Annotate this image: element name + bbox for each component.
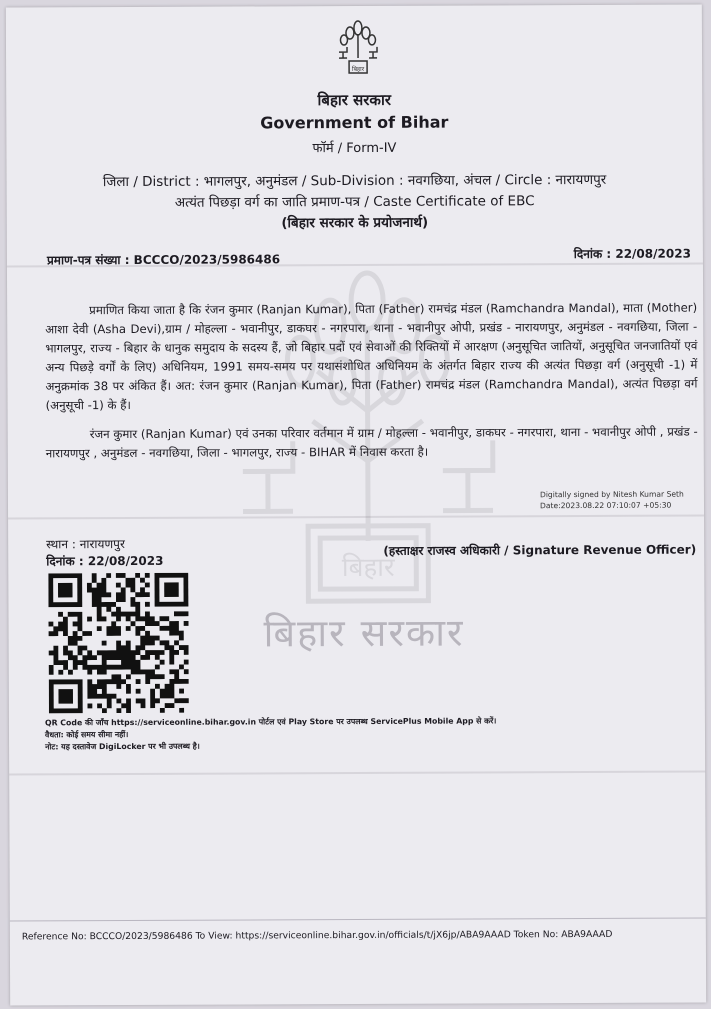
place: स्थान : नारायणपुर: [46, 537, 125, 552]
certificate-date: दिनांक : 22/08/2023: [573, 246, 691, 262]
title-hindi: बिहार सरकार: [317, 90, 392, 110]
qr-code[interactable]: [48, 573, 189, 714]
watermark-seal-text: बिहार: [341, 552, 395, 584]
qr-finder-pattern: [164, 582, 179, 597]
footer-divider: [10, 917, 706, 921]
note-digilocker: नोट: यह दस्तावेज DigiLocker पर भी उपलब्ध है।: [45, 741, 200, 752]
emblem-text: बिहार: [351, 65, 365, 74]
district-line: जिला / District : भागलपुर, अनुमंडल / Sub-Division : नवगछिया, अंचल / Circle : नारायणपुर: [102, 171, 607, 191]
certificate-body-paragraph-2: रंजन कुमार (Ranjan Kumar) एवं उनका परिवार वर्तमान में ग्राम / मोहल्ला - भवानीपुर, डाकघर - नगरपारा, थाना - भवानीपुर ओपी , प्रखंड - नारायणपुर , अनुमंडल - नवगछिया, जिला - भागलपुर, राज्य - BIHAR में निवास करता है।: [45, 424, 698, 461]
verification-notes: [45, 715, 496, 753]
digital-signature: [540, 489, 684, 512]
certificate-purpose: (बिहार सरकार के प्रयोजनार्थ): [281, 214, 429, 232]
title-government: Government of Bihar: [260, 112, 449, 133]
reference-line: Reference No: BCCCO/2023/5986486 To View: https://serviceonline.bihar.gov.in/officials/t/jX6jp/ABA9AAAD Token No: ABA9AAAD: [21, 928, 613, 943]
note-qr-verification: QR Code की जाँच https://serviceonline.bihar.gov.in पोर्टल एवं Play Store पर उपलब्ध ServicePlus Mobile App से करें।: [44, 716, 497, 728]
issue-date: दिनांक : 22/08/2023: [46, 553, 164, 569]
watermark-text: बिहार सरकार: [263, 610, 465, 656]
note-validity: वैधता: कोई समय सीमा नहीं।: [44, 729, 129, 740]
paper-fold: [9, 770, 705, 775]
certificate-paper: [6, 4, 706, 1005]
certificate-number: प्रमाण-पत्र संख्या : BCCCO/2023/5986486: [46, 252, 281, 268]
form-number: फॉर्म / Form-IV: [312, 140, 397, 157]
certificate-type: अत्यंत पिछड़ा वर्ग का जाति प्रमाण-पत्र / Caste Certificate of EBC: [174, 193, 535, 211]
digital-signature-signer: Digitally signed by Nitesh Kumar Seth: [539, 489, 684, 500]
digital-signature-date: Date:2023.08.22 07:10:07 +05:30: [539, 500, 672, 511]
certificate-body-paragraph-1: प्रमाणित किया जाता है कि रंजन कुमार (Ranjan Kumar), पिता (Father) रामचंद्र मंडल (Ramchandra Mandal), माता (Mother) आशा देवी (Asha Devi),ग्राम / मोहल्ला - भवानीपुर, डाकघर - नगरपारा, थाना - भवानीपुर ओपी, प्रखंड - नारायणपुर, अनुमंडल - नवगछिया, जिला - भागलपुर, राज्य - बिहार के धानुक समुदाय के सदस्य हैं, जो बिहार पदों एवं सेवाओं की रिक्तियों में आरक्षण (अनुसूचित जातियों, अनुसूचित जनजातियों एवं अन्य पिछड़े वर्गों के लिए) अधिनियम, 1991 समय-समय पर यथासंशोधित अधिनियम के अंतर्गत बिहार राज्य की अत्यंत पिछड़ा वर्ग (अनुसूची -1) में अनुक्रमांक 38 पर अंकित हैं। अत: रंजन कुमार (Ranjan Kumar), पिता (Father) रामचंद्र मंडल (Ramchandra Mandal), अत्यंत पिछड़ा वर्ग (अनुसूची -1) के हैं।: [45, 300, 698, 413]
qr-finder-pattern: [58, 583, 73, 598]
qr-finder-pattern: [58, 689, 73, 704]
signature-officer: (हस्ताक्षर राजस्व अधिकारी / Signature Revenue Officer): [383, 542, 697, 558]
bihar-emblem-icon: [336, 20, 380, 76]
